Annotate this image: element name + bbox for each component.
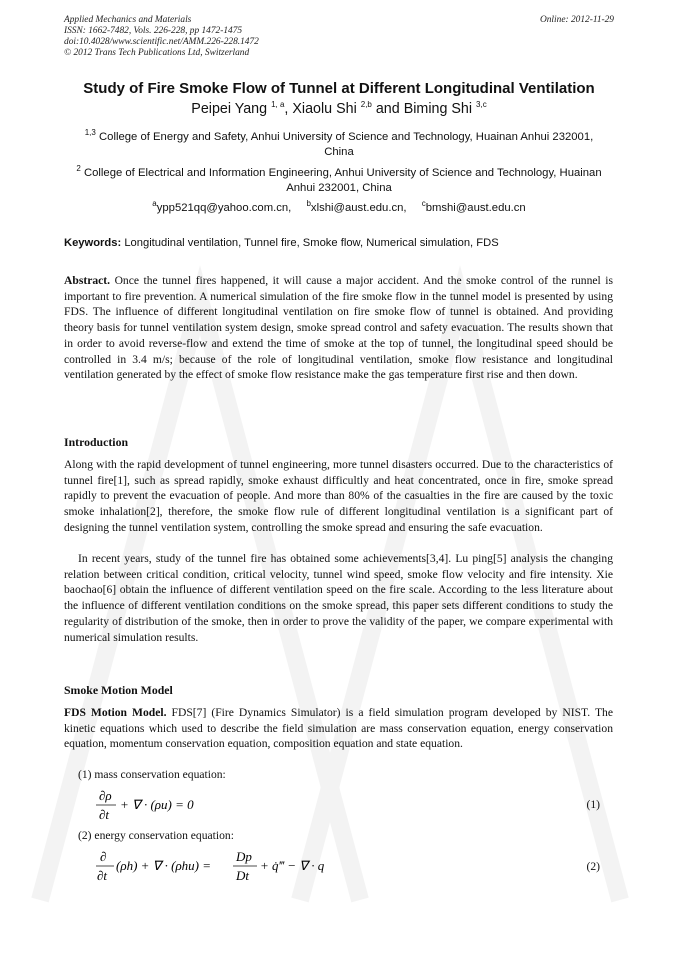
fds-label: FDS Motion Model. [64,706,167,719]
eq2-frac-bottom: Dt [236,868,249,883]
journal-header [64,15,259,59]
abstract-label: Abstract. [64,274,111,287]
doi-line: doi:10.4028/www.scientific.net/AMM.226-228.1472 [64,37,259,47]
fds-text: FDS[7] (Fire Dynamics Simulator) is a field simulation program developed by NIST. The kinetic equations which used to describe the field simulation are mass conservation equation, energy conservation equation, momentum conservation equation, composition equation and state equation. [64,706,613,751]
fds-paragraph [64,705,613,752]
affiliation-text: College of Electrical and Information Engineering, Anhui University of Science and Technology, Huainan Anhui 232001, China [83,167,602,194]
eq2-d-top: ∂ [100,849,107,864]
email-sup: a [152,199,157,209]
email-sup: c [421,199,426,209]
affiliation-text: College of Energy and Safety, Anhui University of Science and Technology, Huainan Anhui 232001, China [99,131,594,158]
email-sup: b [306,199,311,209]
eq1-numerator: ∂ρ [99,788,112,803]
eq1-rest: + ∇ · (ρu) = 0 [120,797,194,812]
affiliation-sup: 1,3 [84,128,96,138]
author-name: Xiaolu Shi [292,101,357,117]
equation-1-label: (1) mass conservation equation: [78,768,226,781]
section-heading-introduction: Introduction [64,435,129,449]
copyright-line: © 2012 Trans Tech Publications Ltd, Switzerland [64,48,250,58]
email-item[interactable] [306,199,407,214]
author-name: Peipei Yang [191,101,268,117]
email-address[interactable]: bmshi@aust.edu.cn [425,202,526,214]
email-line [40,199,638,214]
author-sup: 2,b [360,100,372,110]
affiliation-2 [70,166,608,196]
author-name: Biming Shi [403,101,473,117]
keywords-text: Longitudinal ventilation, Tunnel fire, Smoke flow, Numerical simulation, FDS [124,237,499,249]
author-sup: 1, a [271,100,285,110]
keywords [64,237,624,249]
email-address[interactable]: ypp521qq@yahoo.com.cn, [156,202,292,214]
paper-title: Study of Fire Smoke Flow of Tunnel at Different Longitudinal Ventilation [83,80,595,97]
intro-paragraph-2: In recent years, study of the tunnel fire has obtained some achievements[3,4]. Lu ping[5] analysis the changing relation between critical condition, critical velocity, tunnel wind speed, smoke flow velocity and fire intensity. Xie baochao[6] obtain the influence of different ventilation speed on the fire scale. According to the less literature about the influence of different ventilation conditions on the smoke spread, this paper sets different conditions to study the regularity of distribution of the smoke, then in order to prove the validity of the paper, we compare experimental with numerical simulation results. [64,552,613,644]
email-item[interactable] [421,199,526,214]
equation-2-number: (2) [586,860,600,873]
intro-paragraph-1: Along with the rapid development of tunnel engineering, more tunnel disasters occurred. Due to the characteristics of tunnel fire[1], such as spread rapidly, smoke exhaust difficultly and heat concentrated, once in fire, smoke spread rapidly to prevent the evacuation of people. And more than 80% of the casualties in the fire are caused by the toxic smoke inhalation[2], therefore, the smoke flow rule of different longitudinal ventilation is a significant part of designing the tunnel ventilation system, controlling the smoke spread and ensuring the safe evacuation. [64,458,613,534]
journal-name: Applied Mechanics and Materials [64,15,192,25]
equation-2 [94,847,324,885]
affiliation-sup: 2 [76,164,81,174]
issn-line: ISSN: 1662-7482, Vols. 226-228, pp 1472-1475 [64,26,243,36]
author-line: Peipei Yang $^{1, a}$, Xiaolu Shi $^{2,b}$ and Biming Shi $^{3,c}$ [191,100,487,117]
eq2-d-bottom: ∂t [97,868,108,883]
section-heading-smoke-model: Smoke Motion Model [64,683,173,697]
eq2-frac-top: Dp [236,849,252,864]
abstract-text: Once the tunnel fires happened, it will cause a major accident. And the smoke control of the runnel is important to fire prevention. A numerical simulation of the fire smoke flow in the tunnel model is presented by using FDS. The influence of different longitudinal ventilation on fire smoke flow of tunnel is obtained. And providing theory basis for tunnel ventilation system design, smoke spread control and safety evacuation. The results shown that in order to avoid reverse-flow and extend the time of smoke at the top of tunnel, the longitudinal speed should be controlled in 3.4 m/s; because of the role of longitudinal ventilation, smoke flow resistance and longitudinal ventilation generated by the effect of smoke flow resistance make the gas temperature first rise and then down. [64,274,613,382]
author-conjunction: and [375,101,400,117]
keywords-label: Keywords: [64,237,122,249]
email-item[interactable] [152,199,292,214]
eq2-mid: (ρh) + ∇ · (ρhu) = [116,858,212,873]
author-sup: 3,c [476,100,487,110]
equation-1-number: (1) [586,798,600,811]
eq1-denominator: ∂t [99,807,110,822]
online-date: Online: 2012-11-29 [539,15,614,25]
email-address[interactable]: xlshi@aust.edu.cn, [310,202,407,214]
eq2-tail: + q̇‴ − ∇ · q [260,858,324,873]
equation-1 [94,786,234,824]
equation-2-label: (2) energy conservation equation: [78,829,234,842]
abstract [64,273,613,383]
affiliation-1 [70,130,608,160]
